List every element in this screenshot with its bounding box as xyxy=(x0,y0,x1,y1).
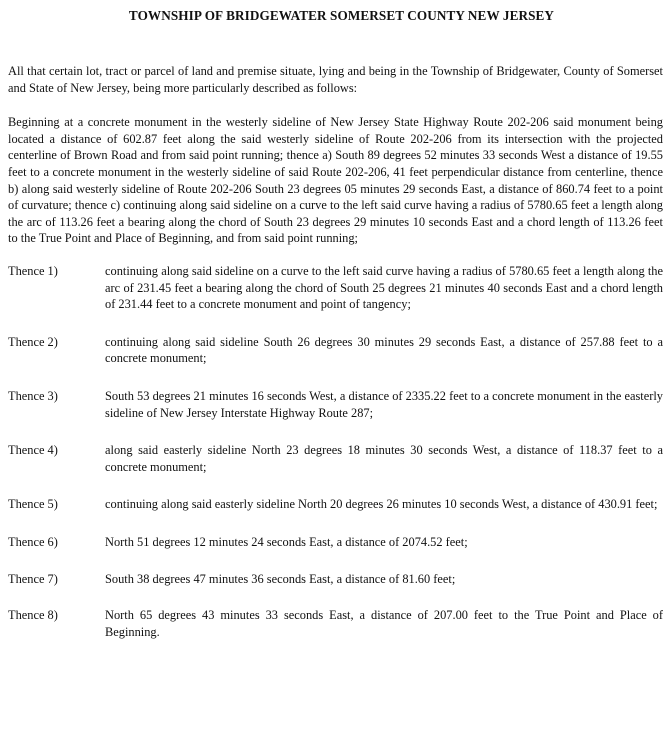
course-text: North 51 degrees 12 minutes 24 seconds East, a distance of 2074.52 feet; xyxy=(105,534,468,549)
course-item xyxy=(8,496,663,513)
course-item xyxy=(8,571,663,588)
course-text: continuing along said sideline South 26 degrees 30 minutes 29 seconds East, a distance of 257.88 feet to a concrete monument; xyxy=(105,334,663,366)
deed-page xyxy=(8,8,663,640)
course-label: Thence 2) xyxy=(8,334,58,349)
course-label: Thence 6) xyxy=(8,534,58,549)
course-label: Thence 5) xyxy=(8,497,58,512)
course-text: South 38 degrees 47 minutes 36 seconds East, a distance of 81.60 feet; xyxy=(105,572,456,587)
course-label: Thence 1) xyxy=(8,263,58,278)
course-label: Thence 4) xyxy=(8,443,58,458)
beginning-paragraph: Beginning at a concrete monument in the westerly sideline of New Jersey State Highway Route 202-206 said monument being located a distance of 602.87 feet along the said westerly sideline of Route 202-206 from its intersection with the projected centerline of Brown Road and from said point running; thence a) South 89 degrees 52 minutes 33 seconds West a distance of 19.55 feet to a concrete monument in the westerly sideline of said Route 202-206, 41 feet perpendicular distance from centerline, thence b) along said westerly sideline of Route 202-206 South 23 degrees 05 minutes 29 seconds East, a distance of 860.74 feet to a point of curvature; thence c) continuing along said sideline on a curve to the left said curve having a radius of 5780.65 feet a length along the arc of 113.26 feet a bearing along the chord of South 23 degrees 29 minutes 10 seconds East and a chord length of 113.26 feet to the True Point and Place of Beginning, and from said point running; xyxy=(8,115,663,246)
course-label: Thence 7) xyxy=(8,572,58,587)
document-title: TOWNSHIP OF BRIDGEWATER SOMERSET COUNTY NEW JERSEY xyxy=(128,8,555,23)
course-text: South 53 degrees 21 minutes 16 seconds West, a distance of 2335.22 feet to a concrete monument in the easterly sideline of New Jersey Interstate Highway Route 287; xyxy=(105,388,663,420)
course-item xyxy=(8,334,663,367)
course-item xyxy=(8,442,663,475)
course-item xyxy=(8,607,663,640)
course-text: continuing along said sideline on a curve to the left said curve having a radius of 5780.65 feet a length along the arc of 231.45 feet a bearing along the chord of South 25 degrees 21 minutes 40 seconds East and a chord length of 231.44 feet to a concrete monument and point of tangency; xyxy=(105,263,663,312)
course-label: Thence 3) xyxy=(8,388,58,403)
course-item xyxy=(8,263,663,313)
course-text: North 65 degrees 43 minutes 33 seconds East, a distance of 207.00 feet to the True Point and Place of Beginning. xyxy=(105,608,663,639)
course-text: continuing along said easterly sideline North 20 degrees 26 minutes 10 seconds West, a distance of 430.91 feet; xyxy=(105,497,658,512)
course-item xyxy=(8,388,663,421)
course-item xyxy=(8,534,663,551)
course-label: Thence 8) xyxy=(8,608,58,623)
course-text: along said easterly sideline North 23 degrees 18 minutes 30 seconds West, a distance of 118.37 feet to a concrete monument; xyxy=(105,443,663,474)
intro-paragraph: All that certain lot, tract or parcel of land and premise situate, lying and being in the Township of Bridgewater, County of Somerset and State of New Jersey, being more particularly described as follows: xyxy=(8,64,663,95)
courses-list xyxy=(8,263,663,640)
